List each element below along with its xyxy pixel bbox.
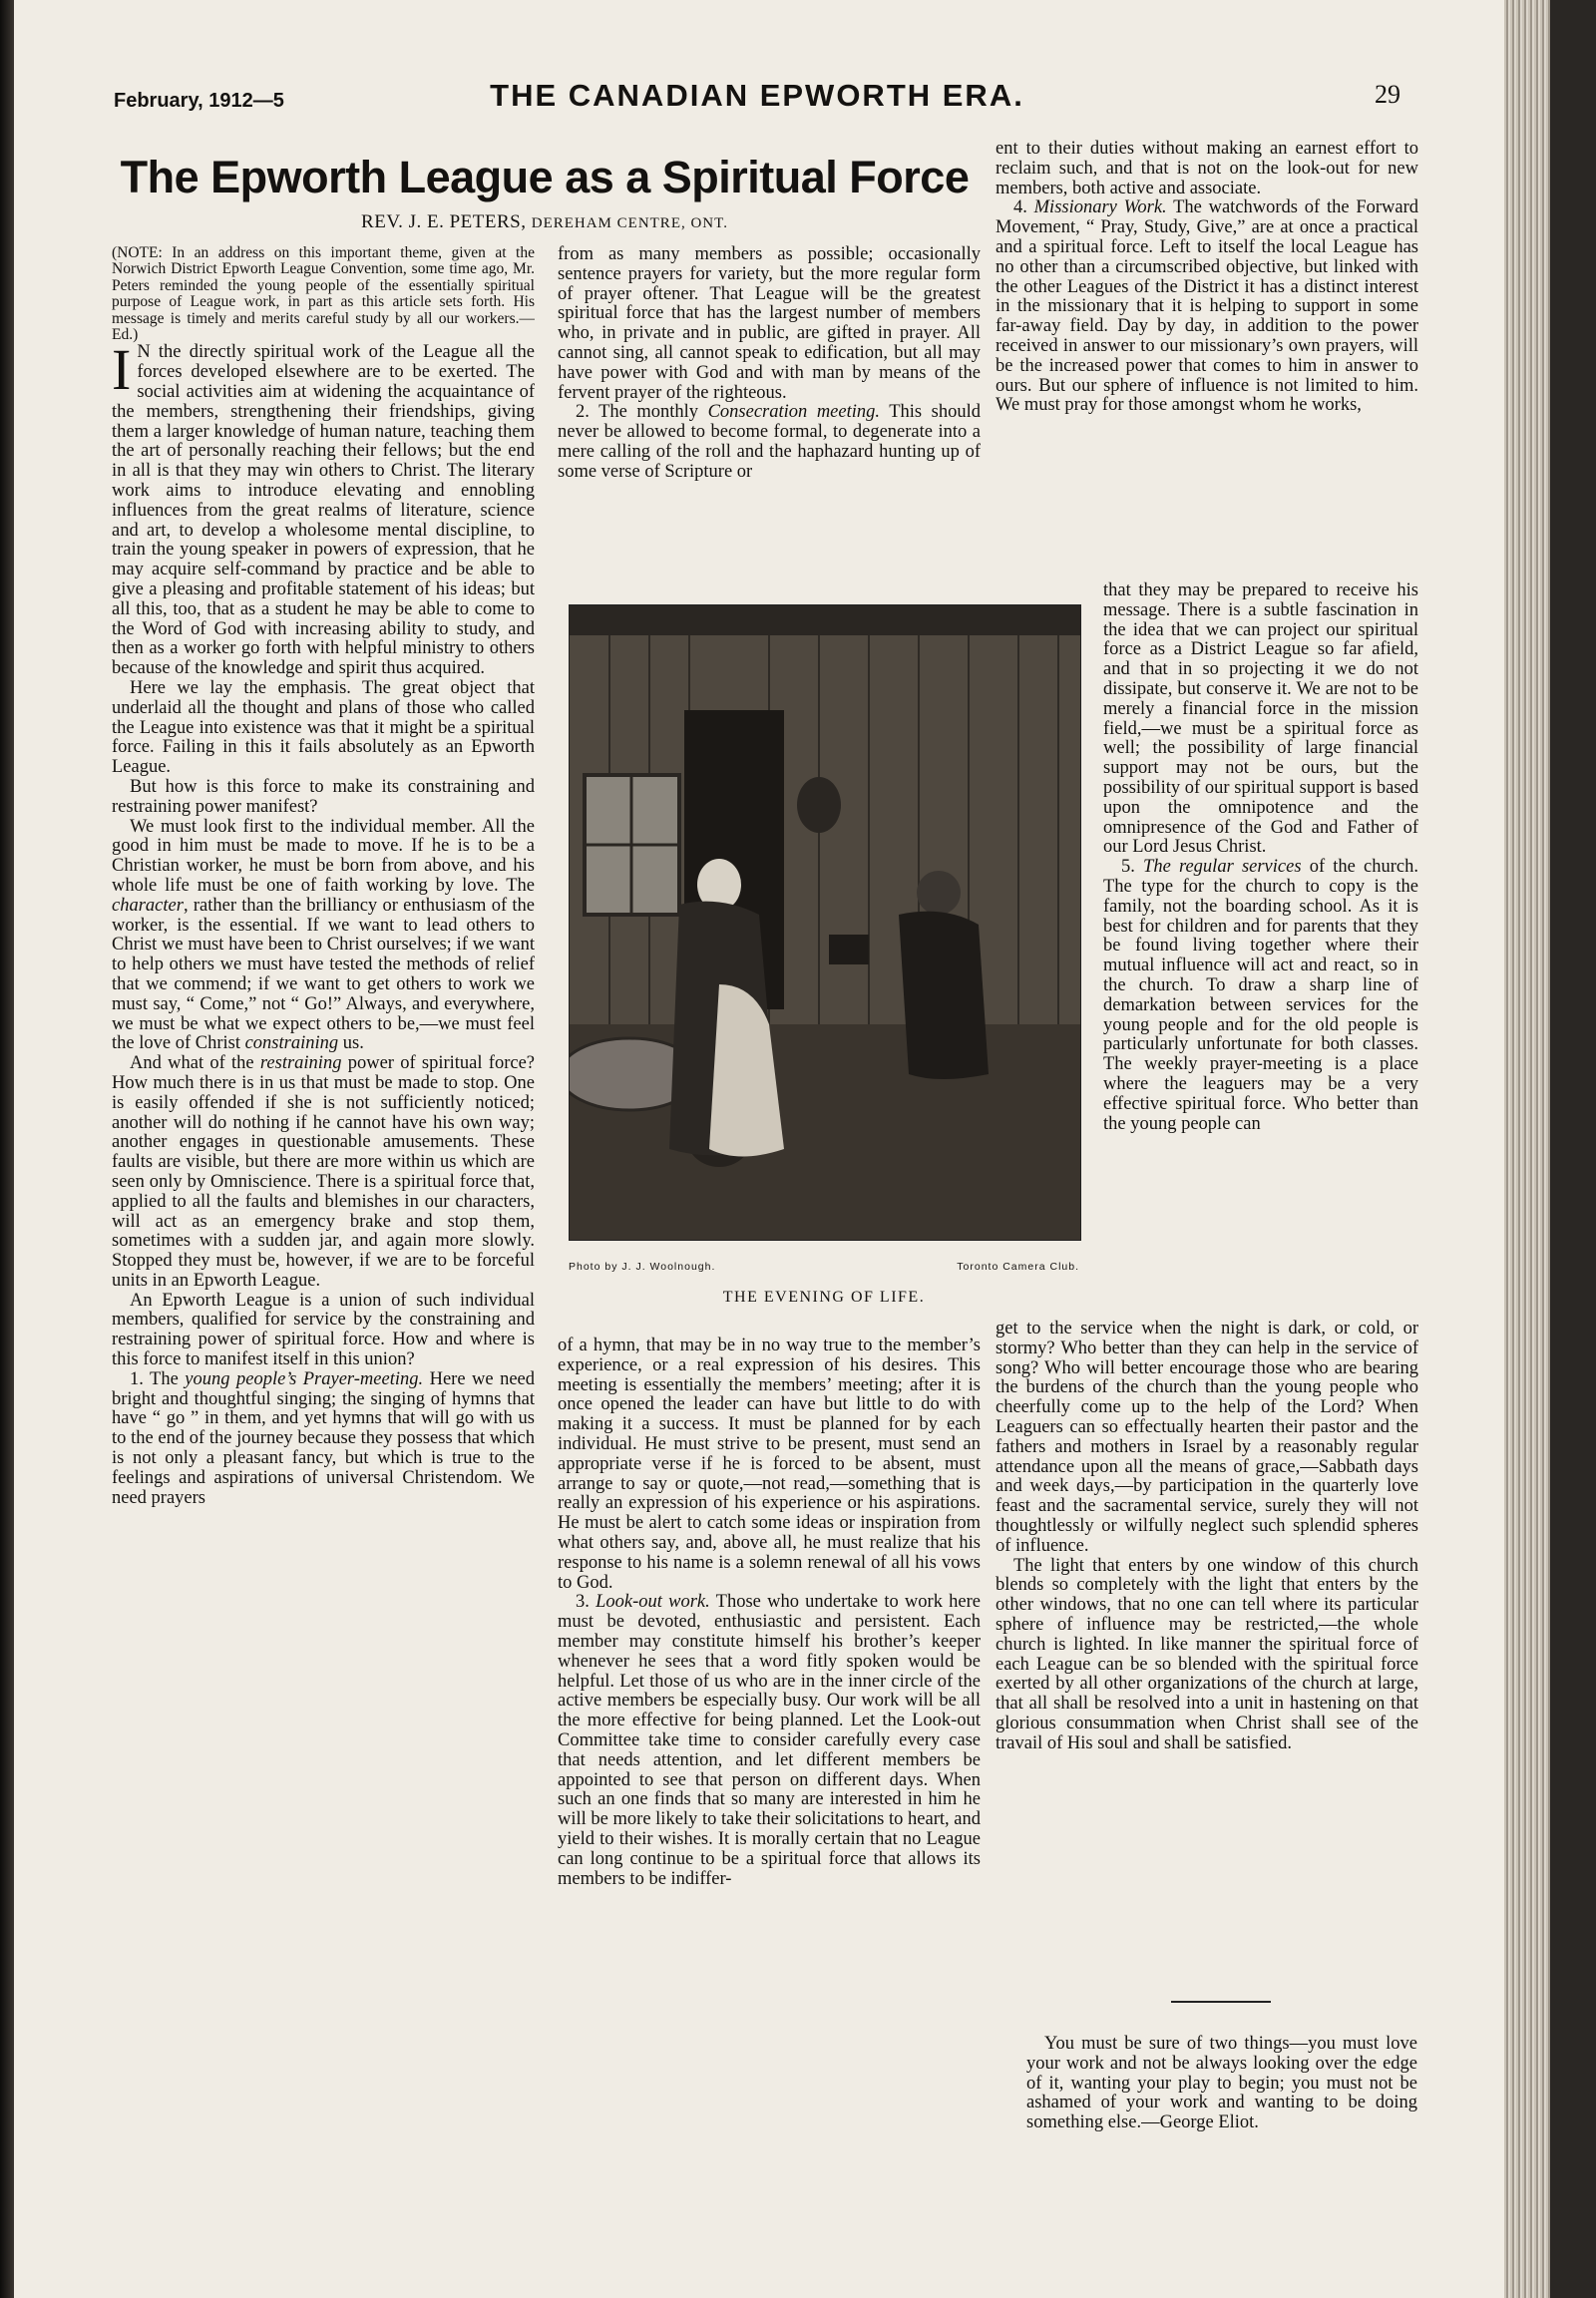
- magazine-title: THE CANADIAN EPWORTH ERA.: [490, 78, 1024, 113]
- drop-cap: I: [112, 337, 132, 403]
- paragraph: Here we lay the emphasis. The great object that underlaid all the thought and plans of those who called the League into existence was that it might be a spiritual force. Failing in this it fails absolutely as an Epworth League.: [112, 677, 535, 778]
- photo-credit: Photo by J. J. Woolnough.: [569, 1261, 716, 1273]
- paragraph: ent to their duties without making an earnest effort to reclaim such, and that is not on the look-out for new members, both active and associate.: [996, 140, 1418, 198]
- paragraph: 3. Look-out work. Those who undertake to work here must be devoted, enthusiastic and persistent. Each member may constitute himself his brother’s keeper whenever he sees that a word fitly spoken would be helpful. Let those of us who are in the inner circle of the active members be especially busy. Our work will be all the more effective for being planned. Let the Look-out Committee take time to consider carefully every case that needs attention, and let different members be appointed to see that person on different days. When such an one finds that so many are interested in him he will be more likely to take their solicitations to heart, and yield to their wishes. It is morally certain that no League can long continue to be a spiritual force that allows its members to be indiffer-: [558, 1592, 981, 1889]
- running-header: [114, 78, 1400, 118]
- column-2-top: [558, 245, 981, 590]
- photo-illustration: [570, 605, 1080, 1240]
- paragraph: 2. The monthly Consecration meeting. This should never be allowed to become formal, to degenerate into a mere calling of the roll and the haphazard hunting up of some verse of Scripture or: [558, 402, 981, 482]
- paragraph: get to the service when the night is dark, or cold, or stormy? Who better than they can help in the service of song? Who will better encourage those who are bearing the burdens of the church than the young people who cheerfully come up to the help of the Lord? When Leaguers can so effectually hearten their pastor and the fathers and mothers in Israel by a reasonably regular attendance upon all the means of grace,—Sabbath days and week days,—by participation in the quarterly love feast and the sacramental service, surely they will not thoughtlessly or wilfully neglect such splendid spheres of influence.: [996, 1320, 1418, 1556]
- editor-note: (NOTE: In an address on this important theme, given at the Norwich District Epworth League Convention, some time ago, Mr. Peters reminded the young people of the essentially spiritual purpose of League work, in part as this article sets forth. His message is timely and merits careful study by all our workers.—Ed.): [112, 245, 535, 344]
- author-name: REV. J. E. PETERS,: [361, 211, 527, 232]
- paragraph: that they may be prepared to receive his message. There is a subtle fascination in the idea that we can project our spiritual force as a District League so far afield, and that in so projecting it we do not dissipate, but conserve it. We are not to be merely a financial force in the mission field,—we must be a spiritual force as well; the possibility of large financial support may not be ours, but the possibility of our spiritual support is based upon the omnipotence and the omnipresence of the God and Father of our Lord Jesus Christ.: [1103, 581, 1418, 858]
- paragraph: But how is this force to make its constraining and restraining power manifest?: [112, 776, 535, 817]
- paragraph: We must look first to the individual member. All the good in him must be made to move. If he is to be a Christian worker, he must be born from above, and his whole life must be one of faith working by love. The character, rather than the brilliancy or enthusiasm of the worker, is the essential. If we want to lead others to Christ we must have been to Christ ourselves; if we want to help others we must have tested the methods of relief that we commend; if we want to get others to work we must say, “ Come,” not “ Go!” Always, and everywhere, we must be what we expect others to be,—we must feel the love of Christ constraining us.: [112, 816, 535, 1054]
- column-1: [112, 245, 535, 2175]
- book-binding: [0, 0, 14, 2298]
- paragraph: 5. The regular services of the church. The type for the church to copy is the family, not the boarding school. As it is best for children and for parents that they be found living together where their mutual influence will act and react, so in the church. To draw a sharp line of demarkation between services for the young people and for the old people is particularly unfortunate for both classes. The weekly prayer-meeting is a place where the leaguers may be a very effective spiritual force. Who better than the young people can: [1103, 857, 1418, 1134]
- paragraph: And what of the restraining power of spiritual force? How much there is in us that must be made to stop. One is easily offended if she is not sufficiently noticed; another will do nothing if he cannot have his own way; another engages in questionable amusements. These faults are visible, but there are more within us which are seen only by Omniscience. There is a spiritual force that, applied to all the faults and blemishes in our characters, will act as an emergency brake and stop them, sometimes with a sudden jar, and again more slowly. Stopped they must be, however, if we are to be forceful units in an Epworth League.: [112, 1053, 535, 1291]
- author-location: DEREHAM CENTRE, ONT.: [531, 215, 728, 231]
- photograph-evening-of-life: [569, 604, 1081, 1241]
- column-3-narrow: [1103, 581, 1418, 1320]
- column-3-top: [996, 140, 1418, 581]
- paragraph: 1. The young people’s Prayer-meeting. Here we need bright and thoughtful singing; the singing of hymns that have “ go ” in them, and yet hymns that will go with us to the end of the journey because they possess that which is not only a pleasant fancy, but which is true to the feelings and aspirations of universal Christendom. We need prayers: [112, 1368, 535, 1508]
- column-2-bottom: [558, 1337, 981, 2176]
- page-number: 29: [1375, 80, 1400, 109]
- paragraph: The light that enters by one window of this church blends so completely with the light that enters by the other windows, that no one can tell where its particular sphere of influence may be restricted,—the whole church is lighted. In like manner the spiritual force of each League can be so blended with the spiritual force exerted by all other organizations of the church at large, that all shall be resolved into a unit in hastening on that glorious consummation when Christ shall see of the travail of His soul and shall be satisfied.: [996, 1555, 1418, 1753]
- issue-date: February, 1912—5: [114, 90, 284, 112]
- paragraph: from as many members as possible; occasionally sentence prayers for variety, but the more regular form of prayer oftener. That League will be the greatest spiritual force that has the largest number of members who, in private and in public, are gifted in prayer. All cannot sing, all cannot speak to edification, but all may have power with God and with man by means of the fervent prayer of the righteous.: [558, 245, 981, 403]
- article-title: The Epworth League as a Spiritual Force: [120, 152, 970, 202]
- byline: [106, 211, 984, 233]
- paragraph: 4. Missionary Work. The watchwords of the Forward Movement, “ Pray, Study, Give,” are at once a practical and a spiritual force. Left to itself the local League has no other than a circumscribed objective, but linked with the other Leagues of the District it has a distinct interest in the missionary that it is helping to support in some far-away field. Day by day, in addition to the power received in answer to our missionary’s own prayers, will be the increased power that comes to him in answer to ours. But our sphere of influence is not limited to him. We must pray for those amongst whom he works,: [996, 197, 1418, 416]
- paragraph: I N the directly spiritual work of the League all the forces developed elsewhere are to be exerted. The social activities aim at widening the acquaintance of the members, strengthening their friendships, giving them a larger knowledge of human nature, teaching them the art of personally reaching their fellows; but the end in all is that they may win others to Christ. The literary work aims to introduce elevating and ennobling influences from the great realms of literature, science and art, to develop a wholesome mental discipline, to train the young speaker in powers of expression, that he may acquire self-command by practice and be able to give a pleasing and profitable statement of his ideas; but all this, too, that as a student he may be able to come to the Word of God with increasing ability to study, and then as a worker go forth with helpful ministry to others because of the knowledge and spirit thus acquired.: [112, 337, 535, 679]
- photo-caption: THE EVENING OF LIFE.: [722, 1289, 926, 1306]
- paragraph: An Epworth League is a union of such individual members, qualified for service by the constraining and restraining power of spiritual force. How and where is this force to manifest itself in this union?: [112, 1290, 535, 1370]
- quote-text: You must be sure of two things—you must love your work and not be always looking over the edge of it, wanting your play to begin; you must not be ashamed of your work and wanting to be doing something else.—George Eliot.: [1026, 2035, 1417, 2133]
- george-eliot-quote: [1026, 2035, 1417, 2174]
- page-stack-edge: [1504, 0, 1550, 2298]
- photo-club-credit: Toronto Camera Club.: [957, 1261, 1079, 1273]
- column-3-bottom: [996, 1320, 1418, 1978]
- magazine-page: [14, 0, 1550, 2298]
- paragraph: of a hymn, that may be in no way true to the member’s experience, or a real expression of his desires. This meeting is essentially the members’ meeting; after it is once opened the leader can have but little to do with making it a success. It must be planned for by each individual. He must strive to be present, must send an appropriate verse if he is forced to be absent, must arrange to say or quote,—not read,—something that is really an expression of his experience or his aspirations. He must be alert to catch some ideas or inspiration from what others say, and, above all, he must realize that his response to his name is a solemn renewal of all his vows to God.: [558, 1337, 981, 1593]
- section-divider: [1171, 2001, 1271, 2003]
